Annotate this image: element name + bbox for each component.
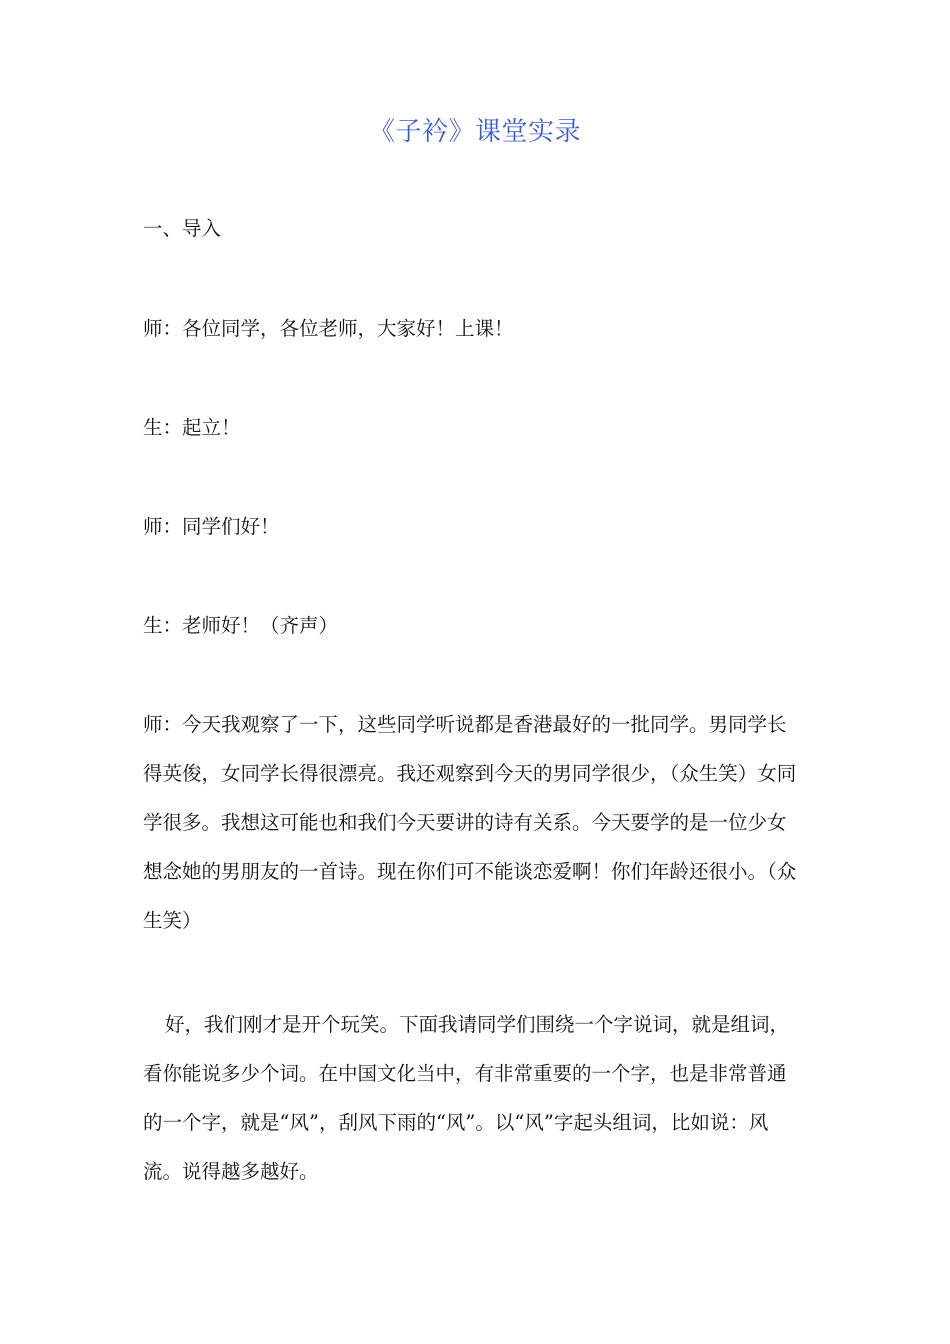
dialogue-line: 生：老师好！（齐声） [143,614,339,637]
dialogue-line: 师：同学们好！ [143,515,280,538]
page-title: 《子衿》课堂实录 [368,117,581,147]
dialogue-paragraph: 好，我们刚才是开个玩笑。下面我请同学们围绕一个字说词，就是组词，看你能说多少个词。在中国文化当中，有非常重要的一个字，也是非常普通的一个字，就是“风”，刮风下雨的“风”。以“风”字起头组词，比如说：风流。说得越多越好。 [143,1013,790,1183]
dialogue-line: 师：各位同学，各位老师，大家好！上课！ [143,317,514,340]
dialogue-line: 生：起立！ [143,416,241,439]
dialogue-paragraph: 师：今天我观察了一下，这些同学听说都是香港最好的一批同学。男同学长得英俊，女同学长得很漂亮。我还观察到今天的男同学很少，（众生笑）女同学很多。我想这可能也和我们今天要讲的诗有关系。今天要学的是一位少女想念她的男朋友的一首诗。现在你们可不能谈恋爱啊！你们年龄还很小。（众生笑） [143,713,797,932]
section-heading: 一、导入 [143,217,222,240]
